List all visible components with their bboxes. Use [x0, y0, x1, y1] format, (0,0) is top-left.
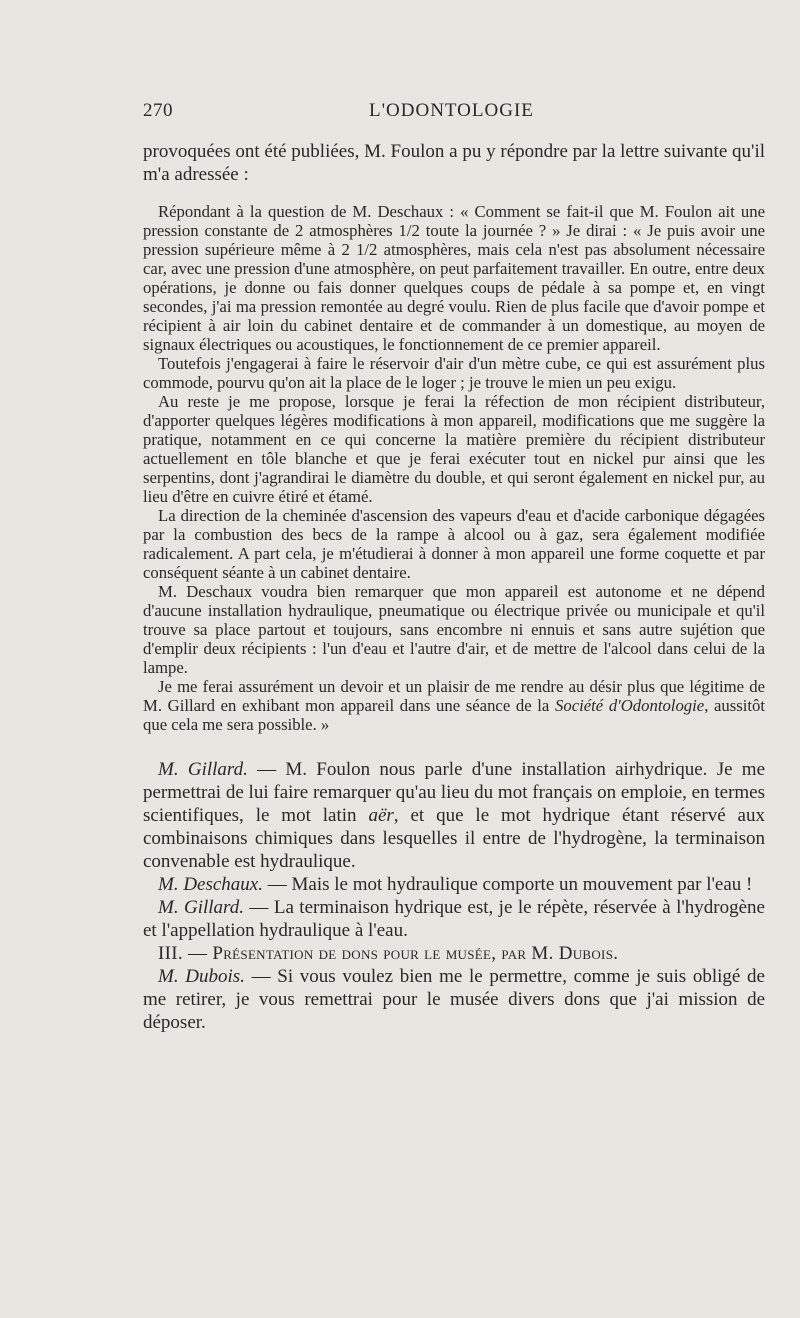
speaker-name: M. Gillard. [158, 759, 248, 780]
dialogue-text: — La terminaison hydrique est, je le répète, réservée à l'hydrogène et l'appellation hydraulique à l'eau. [143, 897, 765, 941]
letter-paragraph: Au reste je me propose, lorsque je ferai la réfection de mon récipient distributeur, d'apporter quelques légères modifications à mon appareil, modifications que me suggère la pratique, notamment en ce qui concerne la matière première du récipient distributeur actuellement en tôle blanche et que je ferai exécuter tout en nickel pur ainsi que les serpentins, dont j'agrandirai le diamètre du double, et qui seront également en nickel pur, au lieu d'être en cuivre étiré et étamé. [143, 392, 765, 506]
speaker-name: M. Deschaux. [158, 874, 263, 895]
running-title: L'ODONTOLOGIE [369, 100, 534, 121]
quoted-letter [143, 202, 765, 734]
dialogue-paragraph [143, 965, 765, 1034]
intro-paragraph: provoquées ont été publiées, M. Foulon a pu y répondre par la lettre suivante qu'il m'a adressée : [143, 141, 765, 185]
letter-paragraph [143, 677, 765, 734]
page-body [143, 140, 765, 1034]
letter-text: , aussitôt que cela me sera possible. » [143, 696, 766, 734]
dialogue-text: , et que le mot hydrique étant réservé aux combinaisons chimiques dans lesquelles il entre de l'hydrogène, la terminaison convenable est hydraulique. [143, 805, 765, 872]
dialogue-paragraph [143, 896, 765, 942]
dialogue-paragraph [143, 873, 765, 896]
letter-paragraph: Toutefois j'engagerai à faire le réservoir d'air d'un mètre cube, ce qui est assurément plus commode, pourvu qu'on ait la place de le loger ; je trouve le mien un peu exigu. [143, 354, 765, 392]
latin-term: aër [368, 805, 394, 826]
speaker-name: M. Gillard. [158, 897, 244, 918]
dialogue-paragraph [143, 758, 765, 873]
discussion [143, 758, 765, 1034]
dialogue-text: — M. Foulon nous parle d'une installation airhydrique. Je me permettrai de lui faire remarquer qu'au lieu du mot français on emploie, en termes scientifiques, le mot latin [143, 759, 765, 826]
dialogue-text: — Si vous voulez bien me le permettre, comme je suis obligé de me retirer, je vous remettrai pour le musée divers dons que j'ai mission de déposer. [143, 966, 765, 1033]
letter-text: Je me ferai assurément un devoir et un plaisir de me rendre au désir plus que légitime de M. Gillard en exhibant mon appareil dans une séance de la [143, 677, 765, 715]
letter-paragraph: M. Deschaux voudra bien remarquer que mon appareil est autonome et ne dépend d'aucune installation hydraulique, pneumatique ou électrique privée ou municipale et qu'il trouve sa place partout et toujours, sans encombre ni ennuis et sans autre sujétion que d'emplir deux récipients : l'un d'eau et l'autre d'air, et de mettre de l'alcool dans celui de la lampe. [143, 582, 765, 677]
society-name: Société d'Odontologie [555, 696, 705, 715]
page-header [143, 100, 765, 130]
page-number: 270 [143, 100, 173, 121]
letter-paragraph: La direction de la cheminée d'ascension des vapeurs d'eau et d'acide carbonique dégagées par la combustion des becs de la rampe à alcool ou à gaz, sera également modifiée radicalement. A part cela, je m'étudierai à donner à mon appareil une forme coquette et par conséquent séante à un cabinet dentaire. [143, 506, 765, 582]
letter-paragraph: Répondant à la question de M. Deschaux : « Comment se fait-il que M. Foulon ait une pression constante de 2 atmosphères 1/2 toute la journée ? » Je dirai : « Je puis avoir une pression supérieure même à 2 1/2 atmosphères, mais cela n'est pas absolument nécessaire car, avec une pression d'une atmosphère, on peut parfaitement travailler. En outre, entre deux opérations, je donne ou fais donner quelques coups de pédale à sa pompe et, en vingt secondes, j'ai ma pression remontée au degré voulu. Rien de plus facile que d'avoir pompe et récipient à air loin du cabinet dentaire et de commander à un domestique, au moyen de signaux électriques ou acoustiques, le fonctionnement de ce premier appareil. [143, 202, 765, 354]
dialogue-text: — Mais le mot hydraulique comporte un mouvement par l'eau ! [263, 874, 753, 895]
speaker-name: M. Dubois. [158, 966, 245, 987]
section-heading: III. — Présentation de dons pour le musée, par M. Dubois. [158, 943, 619, 964]
